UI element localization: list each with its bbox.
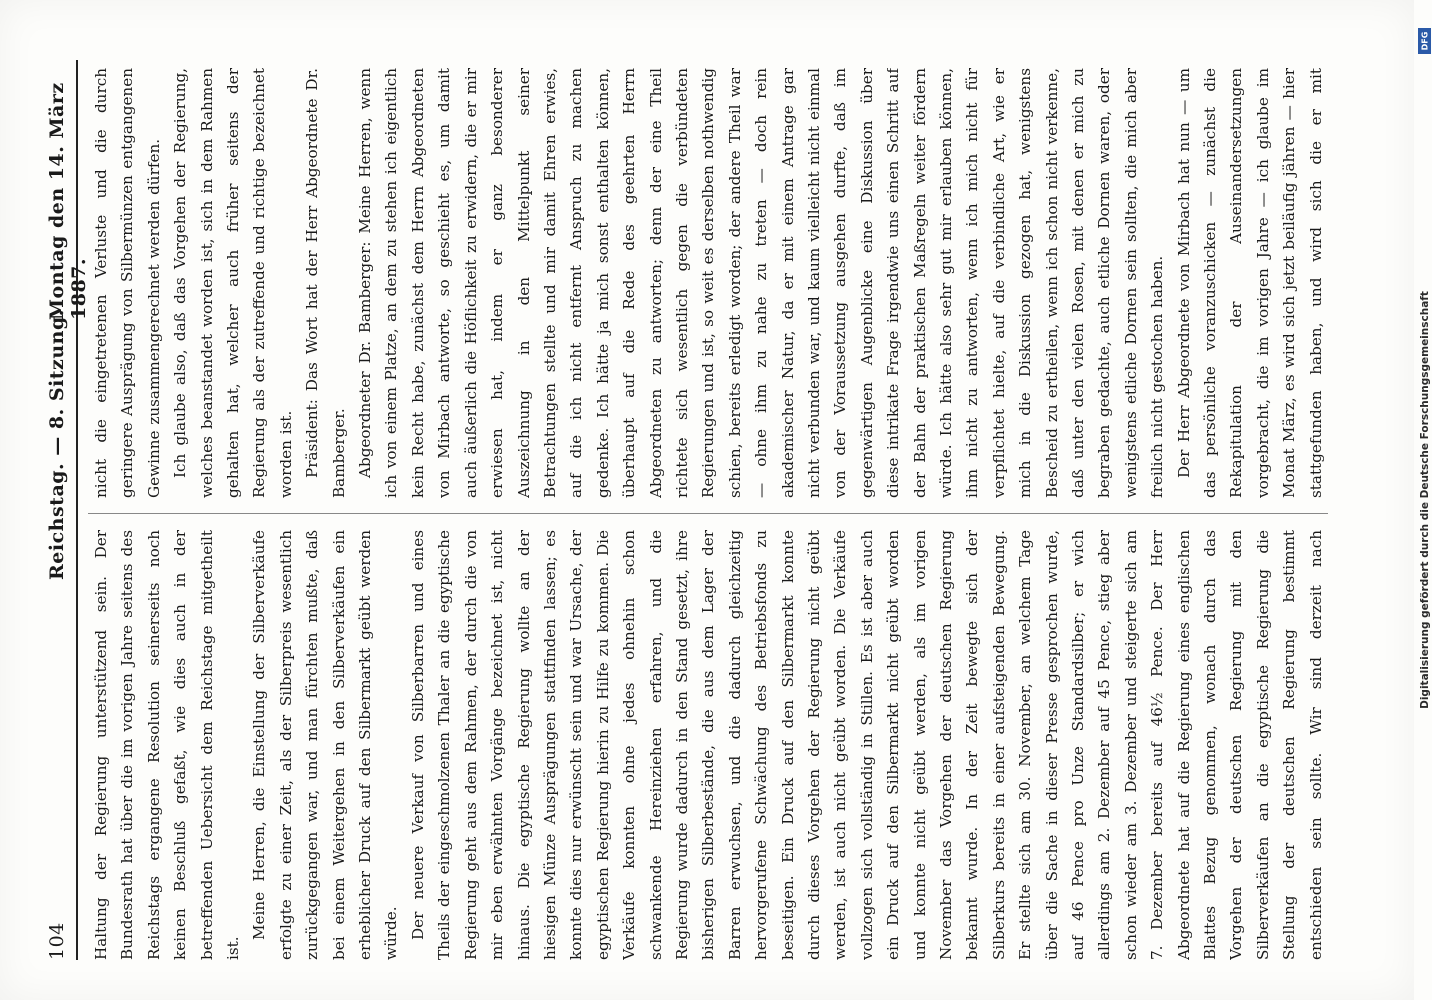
paragraph: nicht die eingetretenen Verluste und die durch geringere Ausprägung von Silbermünzen entgangenen Gewinne zusammengerechnet werden dürfen. <box>92 68 163 498</box>
credit-text: Digitalisierung gefördert durch die Deutsche Forschungsgemeinschaft <box>1419 291 1431 709</box>
right-column <box>88 68 1328 498</box>
session-title: Reichstag. — 8. Sitzung. <box>46 309 68 580</box>
paragraph: Der Herr Abgeordnete von Mirbach hat nun — um das persönliche voranzuschicken — zunächst die Rekapitulation der Auseinandersetzungen vorgebracht, die im vorigen Jahre — ich glaube im Monat März, es wird sich jetzt beiläufig jähren — hier stattgefunden haben, und wird sich die er mit <box>1174 68 1325 498</box>
page-number: 104 <box>46 922 68 960</box>
paragraph: Der neuere Verkauf von Silberbarren und eines Theils der eingeschmolzenen Thaler an die egyptische Regierung geht aus dem Rahmen, der durch die von mir eben erwähnten Vorgänge bezeichnet ist, nicht hinaus. Die egyptische Regierung wollte an der hiesigen Münze Ausprägungen stattfinden lassen; es konnte dies nur erwünscht sein und war Ursache, der egyptischen Regierung hierin zu Hilfe zu kommen. Die Verkäufe konnten ohne jedes ohnehin schon schwankende Hereinziehen erfahren, und die Regierung wurde dadurch in den Stand gesetzt, ihre bisherigen Silberbestände, die aus dem Lager der Barren erwuchsen, und die dadurch gleichzeitig hervorgerufene Schwächung des Betriebsfonds zu beseitigen. Ein Druck auf den Silbermarkt konnte durch dieses Vorgehen der Regierung nicht geübt werden, ist auch nicht geübt worden. Die Verkäufe vollzogen sich vollständig in Stillen. Es ist aber auch ein Druck auf den Silbermarkt nicht geübt worden und konnte nicht geübt werden, als im vorigen November das Vorgehen der deutschen Regierung bekannt wurde. In der Zeit bewegte sich der Silberkurs bereits in einer aufsteigenden Bewegung. Er stellte sich am 30. November, an welchem Tage über die Sache in dieser Presse gesprochen wurde, auf 46 Pence pro Unze Standardsilber; er wich allerdings am 2. Dezember auf 45 Pence, stieg aber schon wieder am 3. Dezember und steigerte sich am 7. Dezember bereits auf 46½ Pence. Der Herr Abgeordnete hat auf die Regierung eines englischen Blattes Bezug genommen, wonach durch das Vorgehen der deutschen Regierung mit den Silberverkäufen an die egyptische Regierung die Stellung der deutschen Regierung bestimmt entschieden sein sollte. Wir sind derzeit nach <box>408 530 1325 960</box>
paragraph: Ich glaube also, daß das Vorgehen der Regierung, welches beanstandet worden ist, sich in dem Rahmen gehalten hat, welcher auch früher seitens der Regierung als der zutreffende und richtige bezeichnet worden ist. <box>171 68 295 498</box>
left-column <box>88 530 1328 960</box>
page-header <box>40 60 90 960</box>
dfg-logo-text: DFG <box>1420 31 1429 51</box>
speaker-paragraph: Präsident: Das Wort hat der Herr Abgeordnete Dr. Bamberger. <box>303 68 348 498</box>
paragraph: Haltung der Regierung unterstützend sein. Der Bundesrath hat über die im vorigen Jahre seitens des Reichstags ergangene Resolution seinerseits noch keinen Beschluß gefaßt, wie dies auch in der betreffenden Uebersicht dem Reichstage mitgetheilt ist. <box>92 530 243 960</box>
digitization-credit <box>1418 0 1432 1000</box>
paragraph: Meine Herren, die Einstellung der Silberverkäufe erfolgte zu einer Zeit, als der Silberpreis wesentlich zurückgegangen war, und man fürchten mußte, daß bei einem Weitergehen in den Silberverkäufen ein erheblicher Druck auf den Silbermarkt geübt werden würde. <box>250 530 401 960</box>
column-divider <box>88 513 1328 514</box>
speaker-paragraph: Abgeordneter Dr. Bamberger: Meine Herren, wenn ich von einem Platze, an dem zu stehen ich eigentlich kein Recht habe, zunächst dem Herrn Abgeordneten von Mirbach antworte, so geschieht es, um damit auch äußerlich die Höflichkeit zu erwidern, die er mir erwiesen hat, indem er ganz besonderer Auszeichnung in den Mittelpunkt seiner Betrachtungen stellte und mir damit Ehren erwies, auf die ich nicht entfernt Anspruch zu machen gedenke. Ich hätte ja mich sonst enthalten können, überhaupt auf die Rede des geehrten Herrn Abgeordneten zu antworten; denn der eine Theil richtete sich wesentlich gegen die verbündeten Regierungen und ist, so weit es derselben nothwendig schien, bereits erledigt worden; der andere Theil war — ohne ihm zu nahe zu treten — doch rein akademischer Natur, da er mit einem Antrage gar nicht verbunden war, und kaum vielleicht nicht einmal von der Voraussetzung ausgehen durfte, daß im gegenwärtigen Augenblicke eine Diskussion über diese intrikate Frage irgendwie uns einen Schritt auf der Bahn der praktischen Maßregeln weiter fördern würde. Ich hätte also sehr gut mir erlauben können, ihm nicht zu antworten, wenn ich mich nicht für verpflichtet hielte, auf die verbindliche Art, wie er mich in die Diskussion gezogen hat, wenigstens Bescheid zu ertheilen, wenn ich schon nicht verkenne, daß unter den vielen Rosen, mit denen er mich zu begraben gedachte, auch etliche Dornen waren, oder wenigstens etliche Dornen sein sollten, die mich aber freilich nicht gestochen haben. <box>356 68 1167 498</box>
session-date: Montag den 14. März 1887. <box>46 82 90 320</box>
